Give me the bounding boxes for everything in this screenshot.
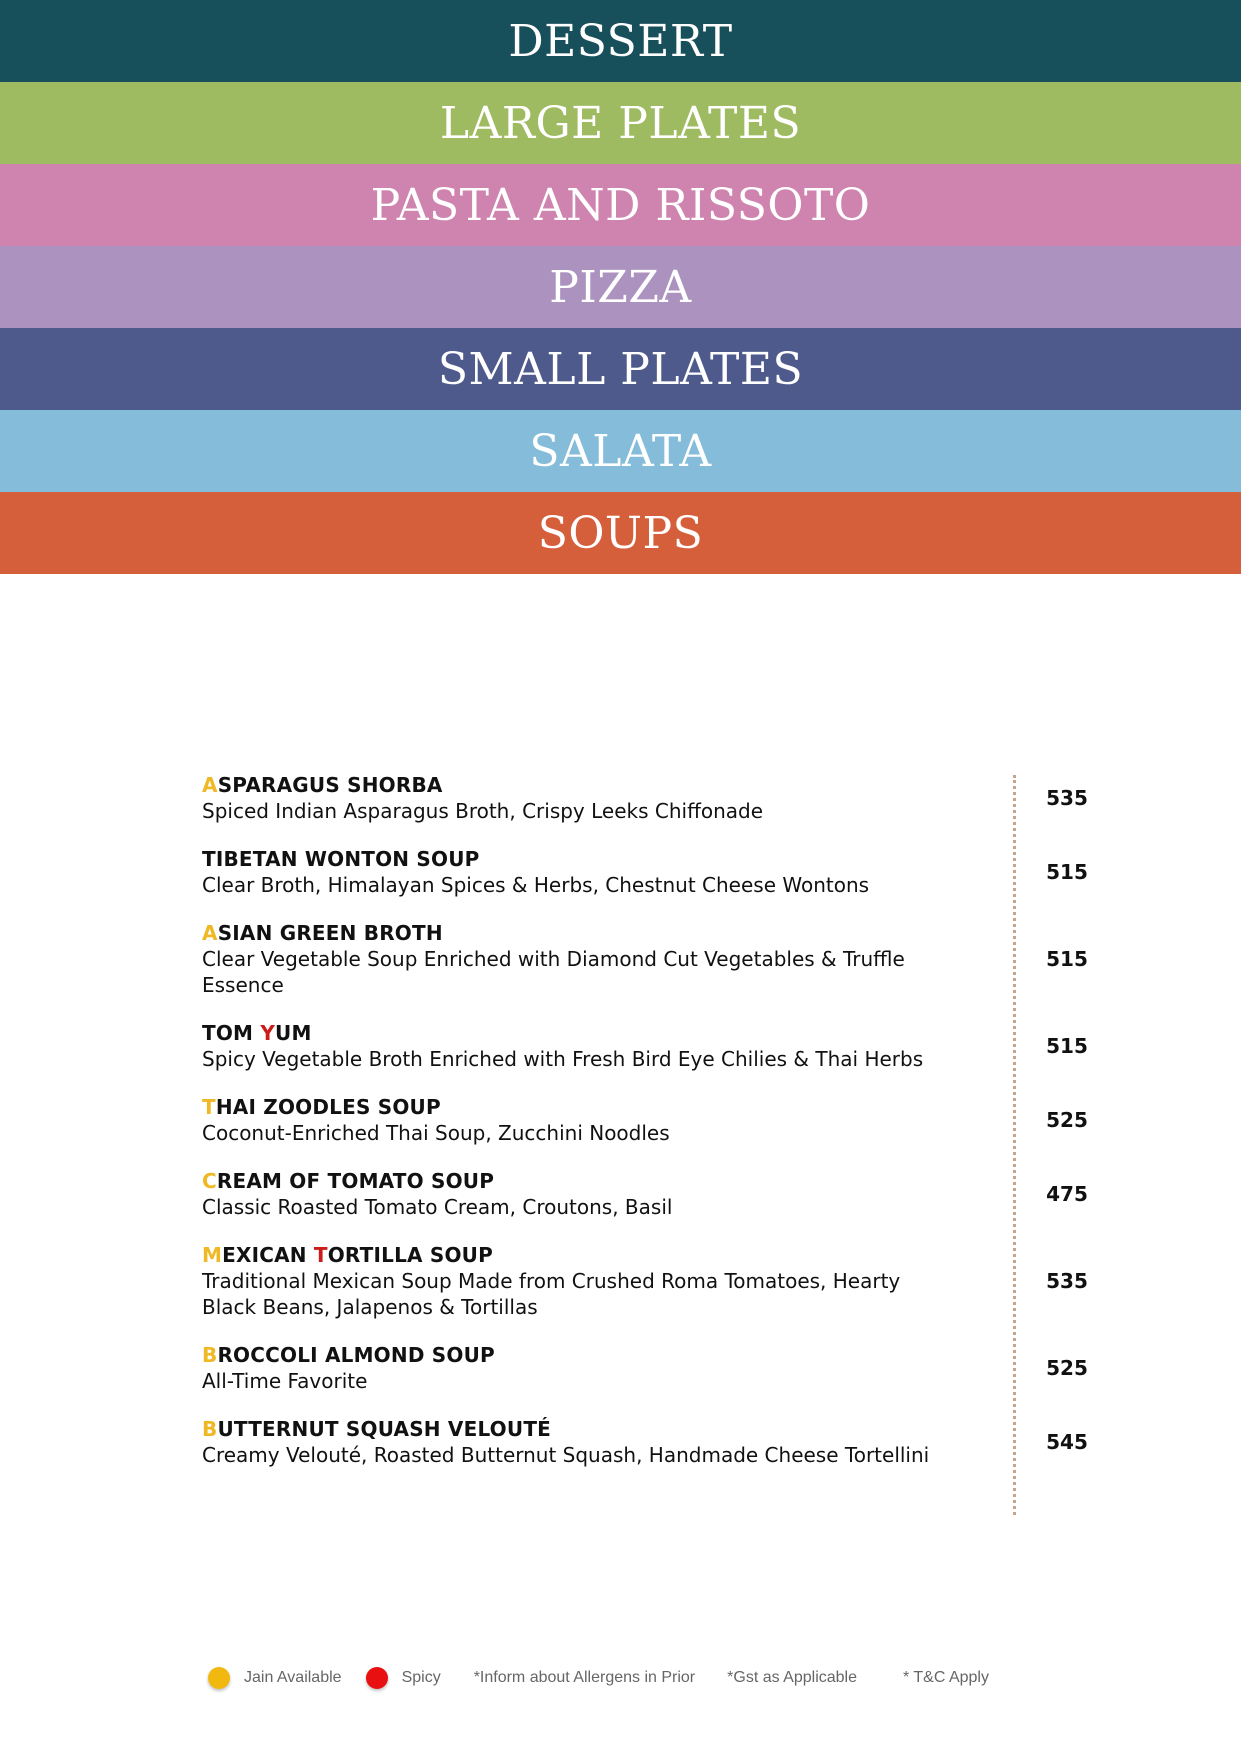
category-small-plates[interactable]: SMALL PLATES <box>0 328 1241 410</box>
item-price: 515 <box>1046 947 1088 971</box>
legend-jain-label: Jain Available <box>244 1669 342 1686</box>
item-name-text: SPARAGUS SHORBA <box>217 773 443 797</box>
jain-indicator-letter: C <box>202 1169 217 1193</box>
jain-indicator-letter: T <box>202 1095 216 1119</box>
item-name-text: REAM OF TOMATO SOUP <box>216 1169 495 1193</box>
menu-item <box>202 772 1112 824</box>
item-description: Classic Roasted Tomato Cream, Croutons, Basil <box>202 1195 673 1219</box>
item-description: All-Time Favorite <box>202 1369 368 1393</box>
item-description: Coconut-Enriched Thai Soup, Zucchini Noodles <box>202 1121 670 1145</box>
jain-indicator-letter: B <box>202 1343 218 1367</box>
item-name-text: ROCCOLI ALMOND SOUP <box>217 1343 495 1367</box>
item-name <box>202 772 1112 798</box>
category-bands <box>0 0 1241 574</box>
soup-menu-list <box>202 772 1112 1490</box>
jain-indicator-letter: A <box>202 773 218 797</box>
item-name <box>202 920 1112 946</box>
item-description: Creamy Velouté, Roasted Butternut Squash, Handmade Cheese Tortellini <box>202 1443 930 1467</box>
item-name <box>202 1242 1112 1268</box>
item-name-text: UTTERNUT SQUASH VELOUTÉ <box>217 1417 552 1441</box>
item-description: Spicy Vegetable Broth Enriched with Fresh Bird Eye Chilies & Thai Herbs <box>202 1047 924 1071</box>
category-salata[interactable]: SALATA <box>0 410 1241 492</box>
menu-item <box>202 920 1112 998</box>
spicy-indicator-letter: T <box>313 1243 328 1267</box>
item-price: 475 <box>1046 1182 1088 1206</box>
item-name <box>202 1342 1112 1368</box>
item-price: 535 <box>1046 786 1088 810</box>
spicy-dot-icon <box>366 1667 388 1689</box>
legend-jain <box>208 1667 342 1689</box>
category-pizza[interactable]: PIZZA <box>0 246 1241 328</box>
category-pasta-and-rissoto[interactable]: PASTA AND RISSOTO <box>0 164 1241 246</box>
item-description: Traditional Mexican Soup Made from Crushed Roma Tomatoes, Hearty Black Beans, Jalapenos & Tortillas <box>202 1269 901 1319</box>
category-large-plates[interactable]: LARGE PLATES <box>0 82 1241 164</box>
item-name-text: TOM <box>202 1021 261 1045</box>
item-price: 525 <box>1046 1108 1088 1132</box>
item-name-text: HAI ZOODLES SOUP <box>215 1095 441 1119</box>
item-name <box>202 846 1112 872</box>
item-price: 515 <box>1046 860 1088 884</box>
item-name-text: UM <box>275 1021 312 1045</box>
menu-item <box>202 1242 1112 1320</box>
legend-allergens-note: *Inform about Allergens in Prior <box>473 1669 696 1686</box>
item-price: 535 <box>1046 1269 1088 1293</box>
jain-indicator-letter: A <box>202 921 218 945</box>
spicy-indicator-letter: Y <box>260 1021 275 1045</box>
legend-spicy <box>366 1667 441 1689</box>
item-description: Clear Vegetable Soup Enriched with Diamond Cut Vegetables & Truffle Essence <box>202 947 905 997</box>
legend-gst-note: *Gst as Applicable <box>727 1669 857 1686</box>
item-name-text: SIAN GREEN BROTH <box>217 921 443 945</box>
menu-item <box>202 1342 1112 1394</box>
item-name-text: ORTILLA SOUP <box>327 1243 493 1267</box>
item-price: 545 <box>1046 1430 1088 1454</box>
jain-indicator-letter: M <box>202 1243 223 1267</box>
item-name <box>202 1094 1112 1120</box>
item-name-text: TIBETAN WONTON SOUP <box>202 847 480 871</box>
item-description: Spiced Indian Asparagus Broth, Crispy Leeks Chiffonade <box>202 799 764 823</box>
category-dessert[interactable]: DESSERT <box>0 0 1241 82</box>
legend <box>208 1667 989 1689</box>
menu-item <box>202 846 1112 898</box>
item-name-text: EXICAN <box>222 1243 314 1267</box>
jain-dot-icon <box>208 1667 230 1689</box>
category-soups[interactable]: SOUPS <box>0 492 1241 574</box>
legend-tc-note: * T&C Apply <box>903 1669 989 1686</box>
item-description: Clear Broth, Himalayan Spices & Herbs, Chestnut Cheese Wontons <box>202 873 870 897</box>
item-price: 515 <box>1046 1034 1088 1058</box>
menu-item <box>202 1416 1112 1468</box>
item-name <box>202 1416 1112 1442</box>
item-name <box>202 1020 1112 1046</box>
menu-item <box>202 1168 1112 1220</box>
item-name <box>202 1168 1112 1194</box>
legend-spicy-label: Spicy <box>401 1669 441 1686</box>
menu-item <box>202 1094 1112 1146</box>
jain-indicator-letter: B <box>202 1417 218 1441</box>
item-price: 525 <box>1046 1356 1088 1380</box>
menu-item <box>202 1020 1112 1072</box>
